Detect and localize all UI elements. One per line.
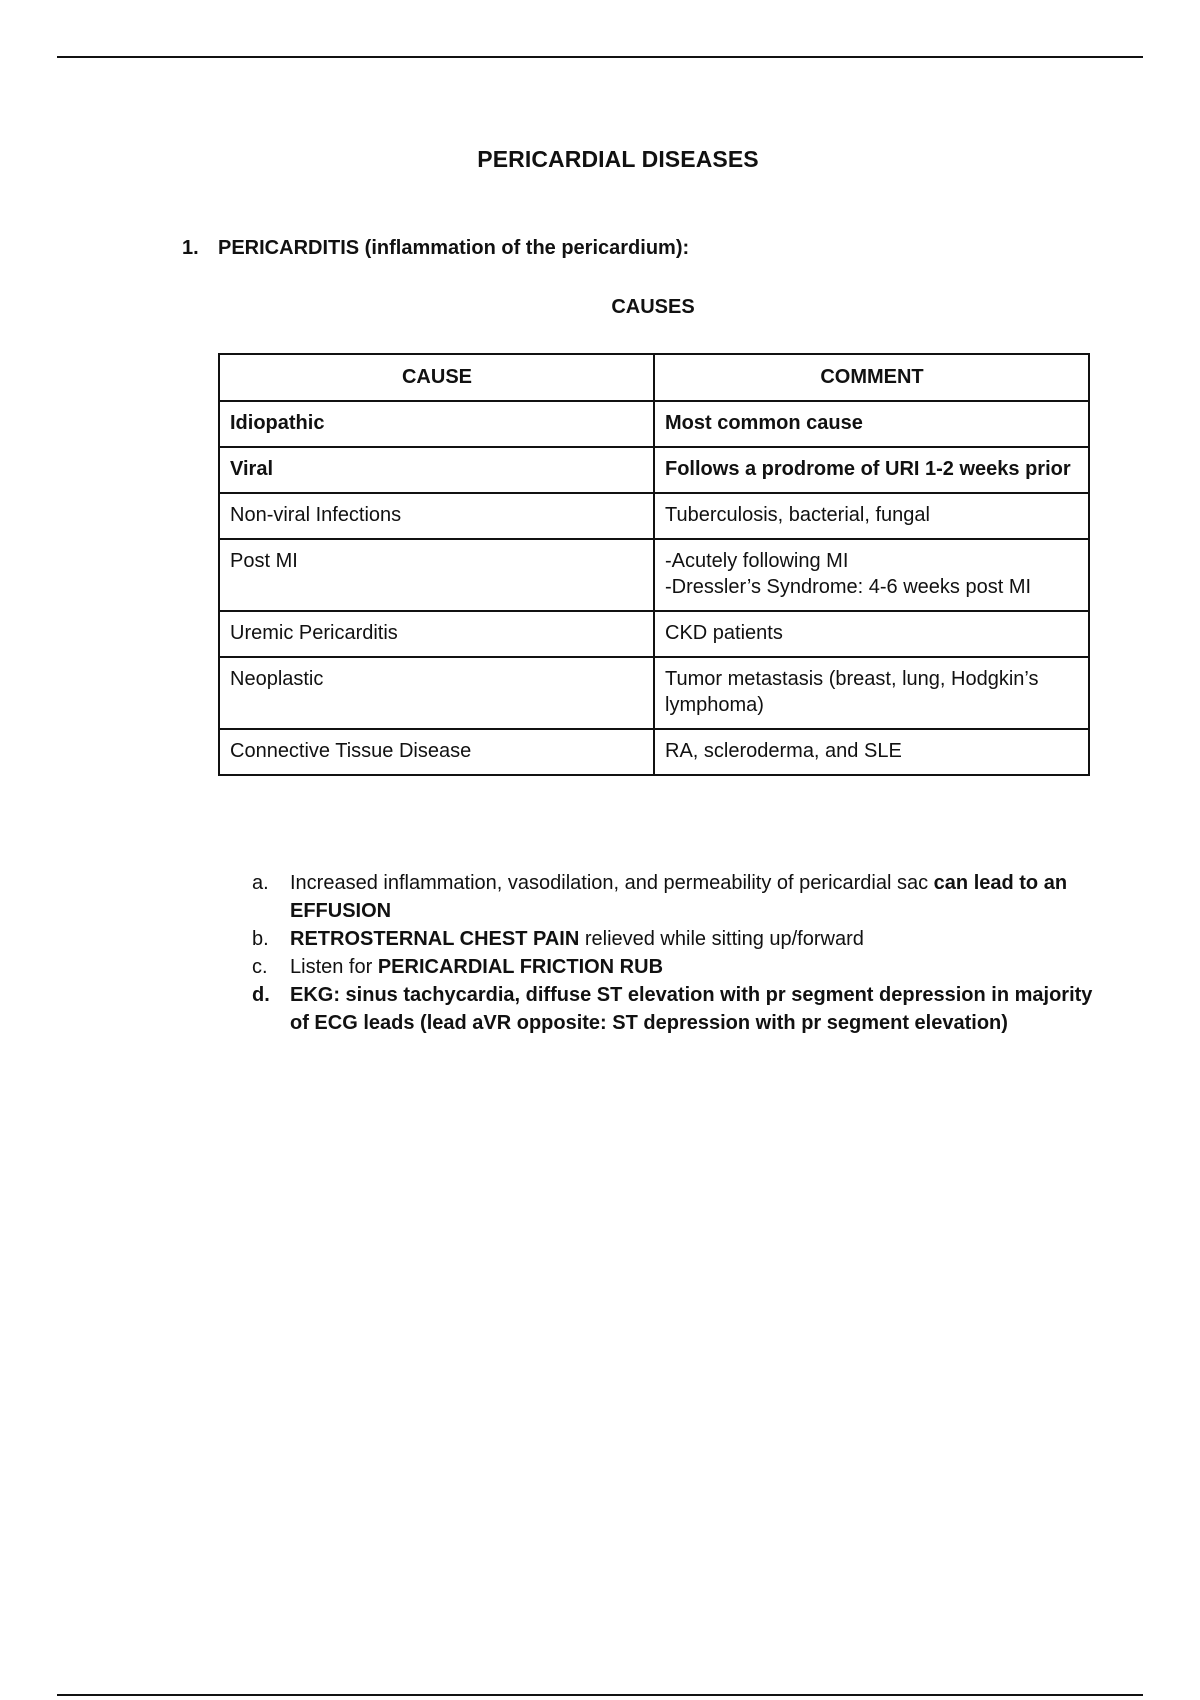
column-header-comment: COMMENT bbox=[654, 354, 1089, 401]
list-item-text: RETROSTERNAL CHEST PAIN bbox=[290, 928, 580, 950]
comment-line: CKD patients bbox=[665, 622, 783, 644]
cause-cell: Connective Tissue Disease bbox=[219, 729, 654, 775]
comment-cell bbox=[654, 493, 1089, 539]
list-item-text: Increased inflammation, vasodilation, and permeability of pericardial sac bbox=[290, 872, 934, 894]
cause-cell: Uremic Pericarditis bbox=[219, 611, 654, 657]
list-marker: c. bbox=[252, 956, 268, 978]
cause-cell: Viral bbox=[219, 447, 654, 493]
comment-line: -Dressler’s Syndrome: 4-6 weeks post MI bbox=[665, 576, 1032, 598]
list-marker: d. bbox=[252, 984, 270, 1006]
comment-cell bbox=[654, 401, 1089, 447]
causes-table bbox=[218, 353, 1090, 776]
section-heading bbox=[182, 237, 689, 260]
list-item-text: EKG: sinus tachycardia, diffuse ST elevation with pr segment depression in majority of ECG leads (lead aVR opposite: ST depression with pr segment elevation) bbox=[290, 984, 1093, 1034]
comment-line: Tumor metastasis (breast, lung, Hodgkin’s lymphoma) bbox=[665, 668, 1039, 716]
comment-line: Tuberculosis, bacterial, fungal bbox=[665, 504, 930, 526]
table-row bbox=[219, 447, 1089, 493]
comment-line: -Acutely following MI bbox=[665, 550, 849, 572]
list-item-text: Listen for bbox=[290, 956, 378, 978]
comment-line: RA, scleroderma, and SLE bbox=[665, 740, 902, 762]
table-row bbox=[219, 493, 1089, 539]
comment-line: Follows a prodrome of URI 1-2 weeks prior bbox=[665, 458, 1071, 480]
table-header-row bbox=[219, 354, 1089, 401]
list-item-text: can lead to an EFFUSION bbox=[290, 872, 1068, 922]
cause-cell: Non-viral Infections bbox=[219, 493, 654, 539]
cause-cell: Idiopathic bbox=[219, 401, 654, 447]
list-item bbox=[252, 953, 1102, 981]
bottom-rule bbox=[57, 1694, 1143, 1696]
table-title: CAUSES bbox=[611, 296, 695, 318]
pericarditis-points-list bbox=[252, 869, 1102, 1037]
list-item-text: relieved while sitting up/forward bbox=[579, 928, 864, 950]
list-item bbox=[252, 981, 1102, 1037]
table-row bbox=[219, 401, 1089, 447]
cause-cell: Post MI bbox=[219, 539, 654, 611]
table-row bbox=[219, 729, 1089, 775]
comment-cell bbox=[654, 611, 1089, 657]
list-marker: a. bbox=[252, 872, 269, 894]
table-row bbox=[219, 611, 1089, 657]
section-heading-text: PERICARDITIS (inflammation of the pericardium): bbox=[218, 237, 690, 259]
section-number: 1. bbox=[182, 237, 199, 259]
list-item bbox=[252, 925, 1102, 953]
top-rule bbox=[57, 56, 1143, 58]
list-marker: b. bbox=[252, 928, 269, 950]
comment-cell bbox=[654, 657, 1089, 729]
table-row bbox=[219, 657, 1089, 729]
page-title: PERICARDIAL DISEASES bbox=[477, 146, 759, 172]
comment-cell bbox=[654, 729, 1089, 775]
table-row bbox=[219, 539, 1089, 611]
cause-cell: Neoplastic bbox=[219, 657, 654, 729]
comment-cell bbox=[654, 539, 1089, 611]
comment-cell bbox=[654, 447, 1089, 493]
comment-line: Most common cause bbox=[665, 412, 863, 434]
column-header-cause: CAUSE bbox=[219, 354, 654, 401]
list-item bbox=[252, 869, 1102, 925]
list-item-text: PERICARDIAL FRICTION RUB bbox=[377, 956, 664, 978]
